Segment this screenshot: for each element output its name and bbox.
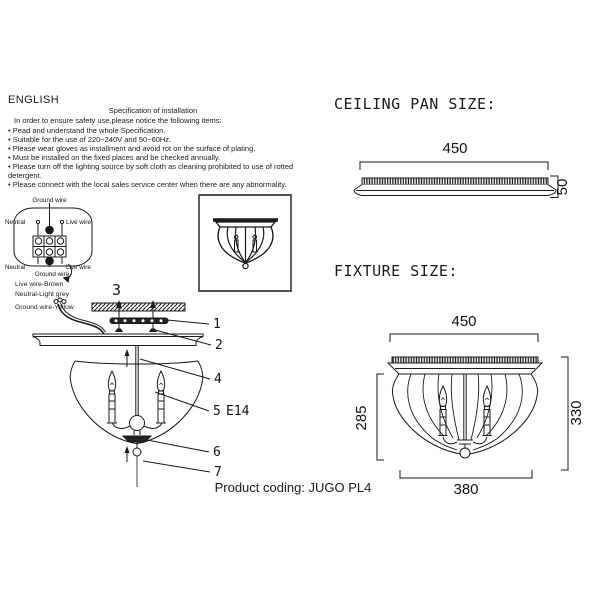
top-dim-bracket — [390, 334, 538, 342]
spec-intro: In order to ensure safety use,please notice the following items: — [14, 116, 222, 125]
spec-item: • Pead and understand the whole Specification. — [8, 126, 298, 135]
spec-item: • Please turn off the lighting source by soft cloth as cleaning prohibited to use of rotted detergent. — [8, 162, 298, 180]
ground-screw-top — [46, 226, 54, 234]
legend-ground: Ground wire-Yellow — [15, 304, 74, 311]
neutral-top-label: Neutral — [5, 219, 26, 226]
fixture-finial-ball — [460, 448, 470, 458]
legend-neutral: Neutral-Light grey — [15, 291, 70, 298]
part-number-6: 6 — [213, 445, 221, 460]
product-thumbnail — [198, 194, 293, 294]
specification-block — [8, 106, 298, 189]
ground-screw-bottom — [46, 257, 54, 265]
lamp-type-label: E14 — [226, 404, 250, 419]
right-dim-bracket — [561, 357, 568, 470]
mounting-bar — [110, 318, 168, 324]
fixture-bottom-width-dim: 380 — [453, 481, 479, 498]
spec-item: • Please wear gloves as installment and avoid rot on the surface of plating. — [8, 144, 298, 153]
ceiling-pan-drawing — [350, 128, 580, 220]
ground-wire-bottom-label: Ground wire — [34, 271, 70, 278]
part-number-7: 7 — [214, 465, 222, 480]
fixture-width-dim: 450 — [451, 313, 477, 330]
pan-width-dim: 450 — [442, 140, 468, 157]
left-dim-bracket — [377, 374, 384, 460]
spec-item: • Must be installed on the fixed places and be checked annually. — [8, 153, 298, 162]
live-wire-bottom-label: Live wire — [66, 264, 91, 271]
part-number-2: 2 — [215, 338, 223, 353]
fixture-drawing — [345, 288, 600, 503]
center-ball — [130, 416, 145, 431]
fixture-total-height-dim: 330 — [568, 400, 585, 426]
bowl-rim — [75, 361, 198, 364]
pan-rim-band — [362, 178, 548, 185]
language-heading: ENGLISH — [8, 94, 60, 106]
pan-height-dim: 50 — [554, 178, 571, 196]
bowl-left — [70, 361, 136, 444]
part-number-4: 4 — [214, 372, 222, 387]
neutral-bottom-label: Neutral — [5, 264, 26, 271]
product-coding: Product coding: JUGO PL4 — [214, 480, 372, 495]
width-dim-bracket — [360, 162, 548, 170]
legend-live: Live wire-Brown — [15, 281, 64, 288]
bowl-right — [137, 361, 203, 444]
live-wire-top-label: Live wire — [66, 219, 91, 226]
fixture-inner-height-dim: 285 — [353, 405, 370, 431]
installation-diagram — [30, 295, 255, 575]
finial-ball — [133, 448, 141, 456]
ground-wire-top-label: Ground wire — [32, 197, 67, 204]
part-number-3: 3 — [112, 281, 122, 299]
ceiling-hatch — [92, 303, 185, 311]
ceiling-pan-heading: CEILING PAN SIZE: — [334, 95, 497, 113]
spec-item: • Please connect with the local sales service center when there are any abnormality. — [8, 180, 298, 189]
spec-title: Specification of installation — [108, 106, 198, 115]
fixture-rim-band — [392, 357, 538, 363]
bottom-dim-bracket — [400, 470, 532, 478]
part-number-5: 5 — [213, 404, 221, 419]
fixture-size-heading: FIXTURE SIZE: — [334, 262, 458, 280]
spec-item: • Suitable for the use of 220~240V and 50~60Hz. — [8, 135, 298, 144]
part-number-1: 1 — [213, 317, 221, 332]
wiring-diagram — [0, 194, 125, 289]
